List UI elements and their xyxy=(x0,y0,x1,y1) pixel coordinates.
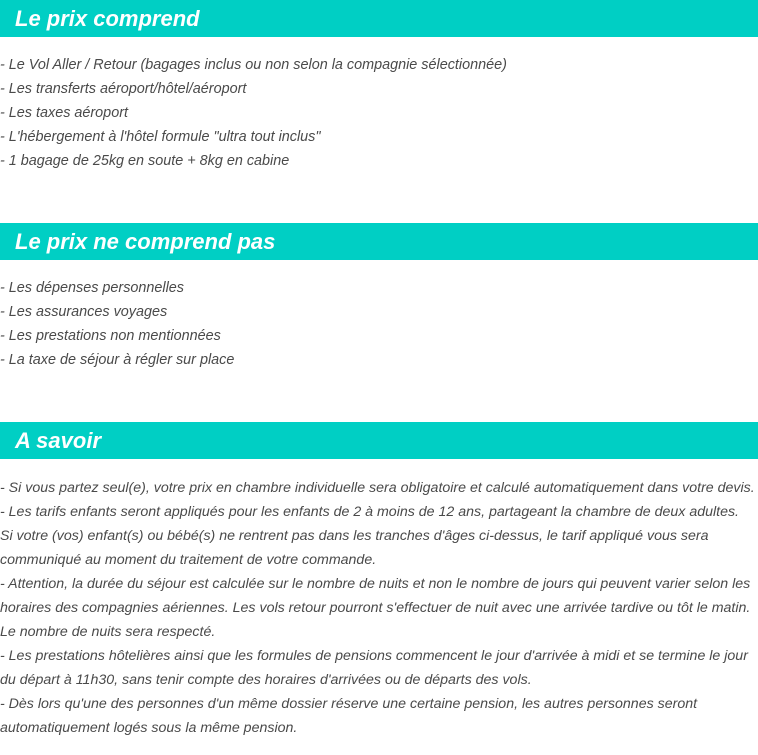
list-item: Si votre (vos) enfant(s) ou bébé(s) ne rentrent pas dans les tranches d'âges ci-dessus, le tarif appliqué vous sera communiqué au moment du traitement de votre commande. xyxy=(0,528,709,568)
not-included-list xyxy=(0,276,758,372)
section-title-not-included: Le prix ne comprend pas xyxy=(15,229,276,254)
list-item: - Les taxes aéroport xyxy=(0,105,128,121)
list-item: - Les dépenses personnelles xyxy=(0,280,185,296)
included-list xyxy=(0,53,758,173)
list-item: - Les assurances voyages xyxy=(0,304,168,320)
section-header-not-included xyxy=(0,223,758,260)
list-item: - Les prestations hôtelières ainsi que les formules de pensions commencent le jour d'arrivée à midi et se termine le jour du départ à 11h30, sans tenir compte des horaires d'arrivées ou de départs des vols. xyxy=(0,648,748,688)
section-title-good-to-know: A savoir xyxy=(15,428,102,453)
section-title-included: Le prix comprend xyxy=(15,6,200,31)
list-item: - Les prestations non mentionnées xyxy=(0,328,221,344)
section-header-good-to-know xyxy=(0,422,758,459)
list-item: - Attention, la durée du séjour est calculée sur le nombre de nuits et non le nombre de jours qui peuvent varier selon les horaires des compagnies aériennes. Les vols retour pourront s'effectuer de nuit avec une arrivée tardive ou tôt le matin. Le nombre de nuits sera respecté. xyxy=(0,576,751,640)
list-item: - Dès lors qu'une des personnes d'un même dossier réserve une certaine pension, les autres personnes seront automatiquement logés sous la même pension. xyxy=(0,696,698,736)
list-item: - L'hébergement à l'hôtel formule "ultra tout inclus" xyxy=(0,129,321,145)
list-item: - Si vous partez seul(e), votre prix en chambre individuelle sera obligatoire et calculé automatiquement dans votre devis. xyxy=(0,480,755,496)
list-item: - La taxe de séjour à régler sur place xyxy=(0,352,235,368)
list-item: - Le Vol Aller / Retour (bagages inclus ou non selon la compagnie sélectionnée) xyxy=(0,57,507,73)
good-to-know-list xyxy=(0,476,758,740)
list-item: - 1 bagage de 25kg en soute + 8kg en cabine xyxy=(0,153,290,169)
list-item: - Les transferts aéroport/hôtel/aéroport xyxy=(0,81,247,97)
section-header-included xyxy=(0,0,758,37)
list-item: - Les tarifs enfants seront appliqués pour les enfants de 2 à moins de 12 ans, partageant la chambre de deux adultes. xyxy=(0,504,740,520)
